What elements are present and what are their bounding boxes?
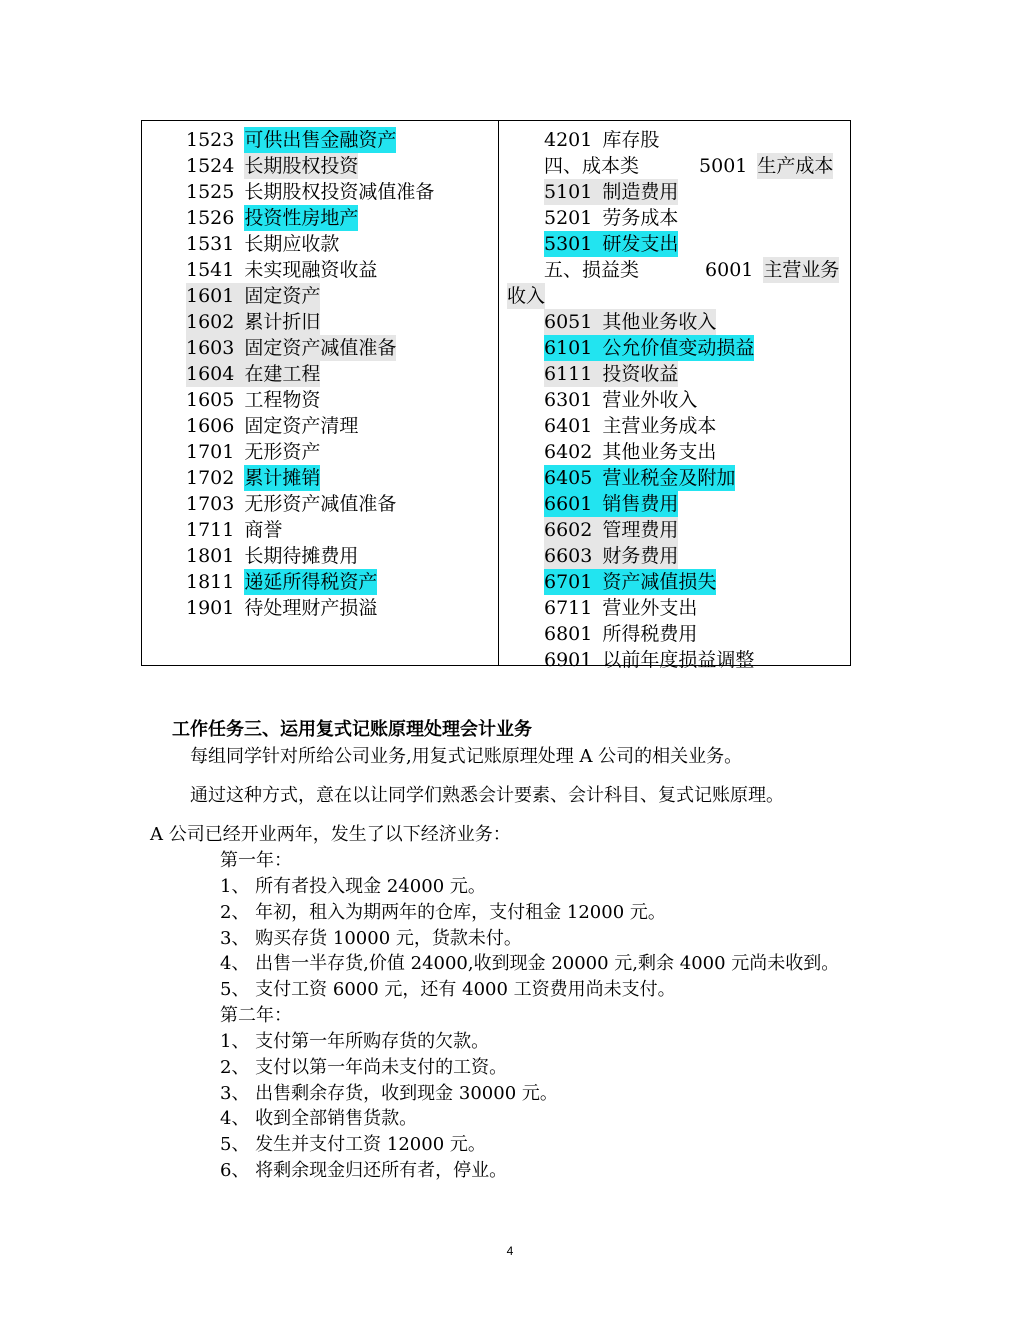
table-row	[508, 205, 848, 231]
list-item: 5、 发生并支付工资 12000 元。	[220, 1134, 486, 1156]
account-name: 固定资产清理	[244, 415, 359, 437]
table-row	[508, 127, 848, 153]
account-name: 其他业务支出	[602, 441, 717, 463]
account-code: 6603	[544, 543, 602, 569]
table-row	[508, 517, 848, 543]
account-code: 6602	[544, 517, 602, 543]
account-code: 1531	[186, 233, 235, 255]
account-code: 1606	[186, 415, 235, 437]
account-code: 6711	[544, 597, 593, 619]
account-name: 在建工程	[244, 363, 321, 385]
list-item: 6、 将剩余现金归还所有者，停业。	[220, 1160, 508, 1181]
table-row	[508, 387, 848, 413]
account-code: 1811	[186, 571, 235, 593]
page-number: 4	[506, 1244, 514, 1258]
account-code: 6001	[705, 259, 754, 281]
account-name: 投资性房地产	[244, 207, 359, 229]
list-item: 1、 所有者投入现金 24000 元。	[220, 876, 486, 897]
account-code: 1701	[186, 441, 235, 463]
table-row	[186, 387, 434, 413]
category-label: 四、成本类	[544, 155, 640, 177]
account-name: 无形资产减值准备	[244, 493, 397, 515]
list-item: 2、 年初，租入为期两年的仓库，支付租金 12000 元。	[220, 901, 666, 923]
table-row	[186, 361, 434, 387]
list-item: 5、 支付工资 6000 元，还有 4000 工资费用尚未支付。	[220, 979, 676, 1001]
account-code: 1523	[186, 129, 235, 151]
account-name: 管理费用	[602, 519, 679, 541]
account-name: 未实现融资收益	[244, 259, 378, 281]
table-row	[186, 439, 434, 465]
paragraph: 每组同学针对所给公司业务,用复式记账原理处理 A 公司的相关业务。	[190, 746, 743, 767]
account-name: 工程物资	[244, 389, 321, 411]
account-code: 1702	[186, 467, 235, 489]
account-name: 其他业务收入	[602, 311, 717, 333]
account-code: 1711	[186, 519, 235, 541]
account-name: 固定资产	[244, 285, 321, 307]
list-item: 3、 出售剩余存货，收到现金 30000 元。	[220, 1082, 558, 1104]
account-name: 累计折旧	[244, 311, 321, 333]
table-row	[508, 257, 848, 283]
account-code: 6601	[544, 491, 602, 517]
table-row	[508, 231, 848, 257]
account-code: 1526	[186, 207, 235, 229]
table-row	[508, 153, 848, 179]
account-code: 5301	[544, 231, 602, 257]
account-code: 6401	[544, 415, 593, 437]
account-code: 6301	[544, 389, 593, 411]
account-code: 5201	[544, 207, 593, 229]
table-row	[186, 569, 434, 595]
table-column-divider	[498, 121, 499, 665]
table-row	[186, 231, 434, 257]
account-code: 1604	[186, 361, 244, 387]
category-label: 五、损益类	[544, 259, 640, 281]
account-code: 1541	[186, 259, 235, 281]
list-item: 4、 收到全部销售货款。	[220, 1108, 418, 1130]
account-code: 6801	[544, 623, 593, 645]
table-row	[508, 621, 848, 647]
list-item: 2、 支付以第一年尚未支付的工资。	[220, 1056, 508, 1078]
table-row	[186, 543, 434, 569]
account-name: 营业外支出	[602, 597, 698, 619]
account-name: 待处理财产损溢	[244, 597, 378, 619]
account-name: 生产成本	[757, 155, 834, 177]
table-row	[186, 595, 434, 621]
account-name: 制造费用	[602, 181, 679, 203]
account-name: 研发支出	[602, 233, 679, 255]
table-row	[186, 413, 434, 439]
list-item: 3、 购买存货 10000 元，货款未付。	[220, 927, 522, 949]
account-name: 递延所得税资产	[244, 571, 378, 593]
account-name: 累计摊销	[244, 467, 321, 489]
account-name: 投资收益	[602, 363, 679, 385]
section-heading: 工作任务三、运用复式记账原理处理会计业务	[172, 719, 532, 740]
account-name: 长期股权投资减值准备	[244, 181, 435, 203]
table-row	[186, 205, 434, 231]
account-name: 主营业务	[763, 259, 840, 281]
account-name: 公允价值变动损益	[602, 337, 755, 359]
table-left-column	[186, 127, 434, 621]
account-name: 财务费用	[602, 545, 679, 567]
table-row	[186, 335, 434, 361]
account-name: 库存股	[602, 129, 660, 151]
account-code: 1901	[186, 597, 235, 619]
table-row	[508, 491, 848, 517]
account-name: 长期待摊费用	[244, 545, 359, 567]
account-name: 资产减值损失	[602, 571, 717, 593]
table-row	[508, 179, 848, 205]
table-row	[186, 153, 434, 179]
table-row	[508, 309, 848, 335]
account-name: 商誉	[244, 519, 283, 541]
paragraph: A 公司已经开业两年，发生了以下经济业务：	[150, 824, 511, 845]
year-label: 第二年：	[220, 1005, 292, 1026]
account-code-table	[141, 120, 851, 671]
account-code: 1603	[186, 335, 244, 361]
table-row	[508, 335, 848, 361]
account-code: 1605	[186, 389, 235, 411]
table-row	[186, 257, 434, 283]
account-name: 长期股权投资	[244, 155, 359, 177]
account-name: 销售费用	[602, 493, 679, 515]
list-item: 4、 出售一半存货,价值 24000,收到现金 20000 元,剩余 4000 元尚未收到。	[220, 953, 840, 975]
account-name: 固定资产减值准备	[244, 337, 397, 359]
table-row	[186, 309, 434, 335]
account-code: 6101	[544, 335, 602, 361]
account-name: 主营业务成本	[602, 415, 717, 437]
account-name: 无形资产	[244, 441, 321, 463]
account-name: 可供出售金融资产	[244, 129, 397, 151]
table-row	[508, 439, 848, 465]
account-code: 5101	[544, 179, 602, 205]
table-row	[186, 127, 434, 153]
table-row	[186, 179, 434, 205]
table-row	[508, 361, 848, 387]
account-code: 6111	[544, 361, 602, 387]
table-row	[186, 283, 434, 309]
paragraph: 通过这种方式，意在以让同学们熟悉会计要素、会计科目、复式记账原理。	[190, 785, 784, 806]
table-row	[508, 647, 848, 673]
table-row	[507, 283, 848, 309]
account-name: 长期应收款	[244, 233, 340, 255]
table-row	[186, 491, 434, 517]
account-code: 1601	[186, 283, 244, 309]
account-code: 4201	[544, 129, 593, 151]
account-name: 营业外收入	[602, 389, 698, 411]
account-name: 营业税金及附加	[602, 467, 736, 489]
table-row	[508, 543, 848, 569]
account-name-wrap: 收入	[507, 285, 546, 307]
list-item: 1、 支付第一年所购存货的欠款。	[220, 1031, 490, 1052]
account-code: 6405	[544, 465, 602, 491]
account-code: 1801	[186, 545, 235, 567]
account-code: 6701	[544, 569, 602, 595]
account-code: 5001	[699, 155, 748, 177]
account-name: 所得税费用	[602, 623, 698, 645]
account-code: 6402	[544, 441, 593, 463]
account-code: 6051	[544, 309, 602, 335]
table-row	[508, 595, 848, 621]
table-row	[508, 569, 848, 595]
account-name: 劳务成本	[602, 207, 679, 229]
year-label: 第一年：	[220, 850, 292, 871]
account-code: 6901	[544, 649, 593, 671]
account-name: 以前年度损益调整	[602, 649, 755, 671]
account-code: 1703	[186, 493, 235, 515]
account-code: 1525	[186, 181, 235, 203]
table-row	[186, 465, 434, 491]
table-row	[186, 517, 434, 543]
account-code: 1602	[186, 309, 244, 335]
table-row	[508, 413, 848, 439]
account-code: 1524	[186, 155, 235, 177]
table-row	[508, 465, 848, 491]
table-right-column	[508, 127, 848, 673]
